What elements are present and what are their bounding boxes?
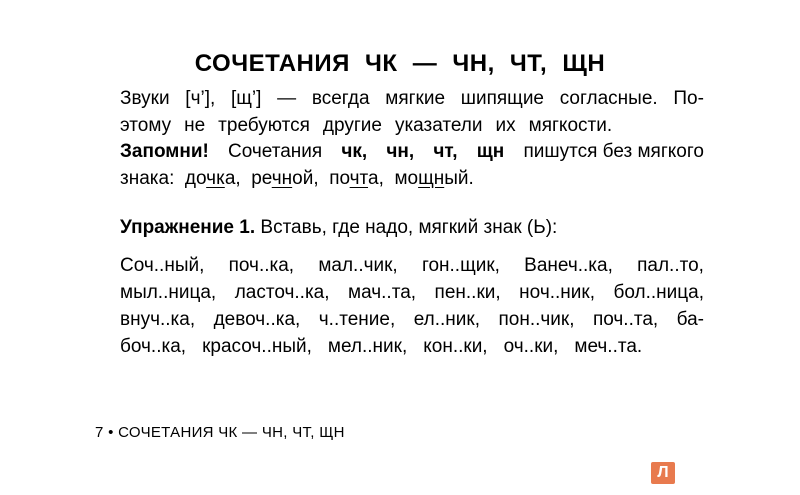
exercise-word: меч..та. — [574, 336, 643, 357]
example-word: почта, — [329, 168, 384, 189]
rule-text: пишутся без мягкого — [523, 141, 704, 162]
intro-word: указатели — [394, 115, 483, 136]
exercise-word: пал..то, — [637, 255, 704, 276]
exercise-word: мал..чик, — [318, 255, 398, 276]
intro-word: По- — [673, 88, 704, 109]
intro-word: другие — [322, 115, 382, 136]
exercise-word: ноч..ник, — [519, 282, 595, 303]
rule-combo: чк, — [341, 141, 368, 162]
intro-line-1 — [120, 85, 704, 112]
exercise-heading — [120, 214, 704, 241]
exercise-line-1 — [120, 252, 704, 279]
intro-word: мягкие — [385, 88, 446, 109]
intro-word: их — [495, 115, 516, 136]
exercise-word: пон..чик, — [498, 309, 575, 330]
exercise-word: поч..ка, — [228, 255, 295, 276]
exercise-word: внуч..ка, — [120, 309, 196, 330]
exercise-word: мел..ник, — [327, 336, 408, 357]
exercise-words — [120, 252, 704, 360]
rule-combo: чн, — [386, 141, 415, 162]
intro-paragraph — [120, 85, 704, 139]
rule-combo: чт, — [433, 141, 458, 162]
exercise-word: поч..та, — [592, 309, 659, 330]
exercise-word: боч..ка, — [120, 336, 187, 357]
intro-word: Звуки — [120, 88, 170, 109]
exercise-word: Соч..ный, — [120, 255, 205, 276]
exercise-word: ел..ник, — [413, 309, 480, 330]
exercise-label: Упражнение 1. — [120, 217, 256, 238]
exercise-word: оч..ки, — [503, 336, 559, 357]
example-word: дочка, — [184, 168, 241, 189]
page-title: СОЧЕТАНИЯ ЧК — ЧН, ЧТ, ЩН — [194, 50, 606, 77]
publisher-logo-icon: Л — [651, 462, 675, 484]
exercise-word: Ванеч..ка, — [524, 255, 613, 276]
rule-combo: щн — [476, 141, 505, 162]
rule-line-2 — [120, 165, 704, 192]
example-word: мощный. — [394, 168, 474, 189]
intro-word: требуются — [218, 115, 310, 136]
intro-word: — — [277, 88, 297, 109]
exercise-word: ласточ..ка, — [234, 282, 330, 303]
exercise-word: девоч..ка, — [213, 309, 301, 330]
intro-word: [щ’] — [230, 88, 262, 109]
page-footer: 7 • СОЧЕТАНИЯ ЧК — ЧН, ЧТ, ЩН — [95, 424, 345, 441]
rule-paragraph — [120, 138, 704, 192]
intro-word: [ч’], — [185, 88, 216, 109]
intro-word: всегда — [311, 88, 370, 109]
exercise-word: гон..щик, — [421, 255, 500, 276]
rule-text: знака: — [120, 168, 175, 189]
intro-word: мягкости. — [528, 115, 613, 136]
exercise-word: мач..та, — [348, 282, 417, 303]
exercise-word: пен..ки, — [434, 282, 501, 303]
rule-line-1 — [120, 138, 704, 165]
intro-word: согласные. — [559, 88, 658, 109]
intro-word: шипящие — [460, 88, 544, 109]
example-word: речной, — [251, 168, 319, 189]
exercise-word: красоч..ный, — [202, 336, 312, 357]
exercise-word: мыл..ница, — [120, 282, 217, 303]
exercise-instruction: Вставь, где надо, мягкий знак (Ь): — [260, 217, 558, 238]
intro-word: не — [184, 115, 206, 136]
rule-text: Сочетания — [228, 141, 323, 162]
exercise-line-4 — [120, 333, 704, 360]
exercise-word: кон..ки, — [423, 336, 488, 357]
exercise-word: ба- — [676, 309, 704, 330]
intro-word: этому — [120, 115, 172, 136]
exercise-line-3 — [120, 306, 704, 333]
intro-line-2 — [120, 112, 704, 139]
rule-label: Запомни! — [120, 141, 209, 162]
exercise-word: бол..ница, — [613, 282, 704, 303]
exercise-line-2 — [120, 279, 704, 306]
exercise-word: ч..тение, — [318, 309, 396, 330]
